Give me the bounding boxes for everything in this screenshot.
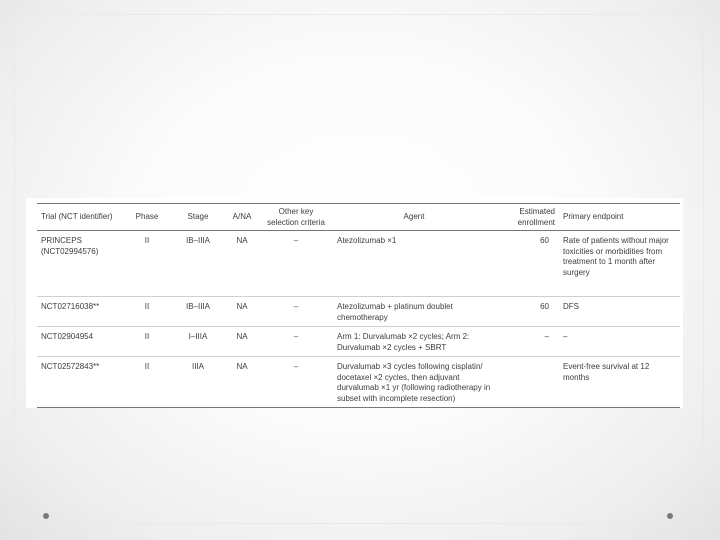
- table-row: [37, 231, 680, 297]
- cell-trial: NCT02572843**: [41, 362, 100, 371]
- cell-phase: II: [144, 236, 150, 245]
- header-trial: Trial (NCT identifier): [41, 212, 113, 222]
- trials-table: [37, 203, 680, 408]
- cell-trial: NCT02716038**: [41, 302, 100, 311]
- header-agent: Agent: [403, 212, 425, 222]
- cell-other-criteria: –: [293, 236, 299, 245]
- cell-enrollment: 60: [540, 302, 549, 311]
- table-header-row: [37, 204, 680, 231]
- cell-agent: Durvalumab ×3 cycles following cisplatin/ docetaxel ×2 cycles, then adjuvant durvalumab ×1 yr (following radiotherapy in subset with incomplete resection): [337, 362, 491, 403]
- cell-stage: IIIA: [191, 362, 204, 371]
- cell-ana: NA: [236, 362, 248, 371]
- cell-enrollment: [495, 357, 559, 408]
- header-ana: A/NA: [232, 212, 252, 222]
- cell-enrollment: 60: [540, 236, 549, 245]
- cell-endpoint: Event-free survival at 12 months: [563, 362, 650, 382]
- cell-phase: II: [144, 362, 150, 371]
- cell-ana: NA: [236, 332, 248, 341]
- table-row: [37, 297, 680, 327]
- cell-stage: IB–IIIA: [185, 302, 210, 311]
- header-other-criteria: Other key selection criteria: [267, 207, 325, 227]
- header-enrollment: Estimated enrollment: [517, 207, 555, 227]
- cell-other-criteria: –: [293, 362, 299, 371]
- cell-ana: NA: [236, 236, 248, 245]
- cell-phase: II: [144, 302, 150, 311]
- cell-trial: PRINCEPS (NCT02994576): [41, 236, 99, 256]
- header-phase: Phase: [135, 212, 159, 222]
- cell-other-criteria: –: [293, 302, 299, 311]
- table-row: [37, 327, 680, 357]
- cell-agent: Atezolizumab + platinum doublet chemotherapy: [337, 302, 453, 322]
- cell-phase: II: [144, 332, 150, 341]
- cell-agent: Arm 1: Durvalumab ×2 cycles; Arm 2: Durvalumab ×2 cycles + SBRT: [337, 332, 470, 352]
- header-stage: Stage: [187, 212, 209, 222]
- cell-ana: NA: [236, 302, 248, 311]
- cell-stage: IB–IIIA: [185, 236, 210, 245]
- trials-table-card: [26, 198, 683, 408]
- left-bullet-dot: [43, 513, 49, 519]
- cell-endpoint: –: [563, 332, 568, 341]
- header-endpoint: Primary endpoint: [563, 212, 624, 222]
- cell-trial: NCT02904954: [41, 332, 94, 341]
- table-row: [37, 357, 680, 408]
- cell-enrollment: –: [544, 332, 549, 341]
- cell-endpoint: Rate of patients without major toxicities or morbidities from treatment to 1 month after surgery: [563, 236, 669, 277]
- cell-stage: I–IIIA: [188, 332, 208, 341]
- cell-other-criteria: –: [293, 332, 299, 341]
- cell-agent: Atezolizumab ×1: [337, 236, 397, 245]
- right-bullet-dot: [667, 513, 673, 519]
- cell-endpoint: DFS: [563, 302, 579, 311]
